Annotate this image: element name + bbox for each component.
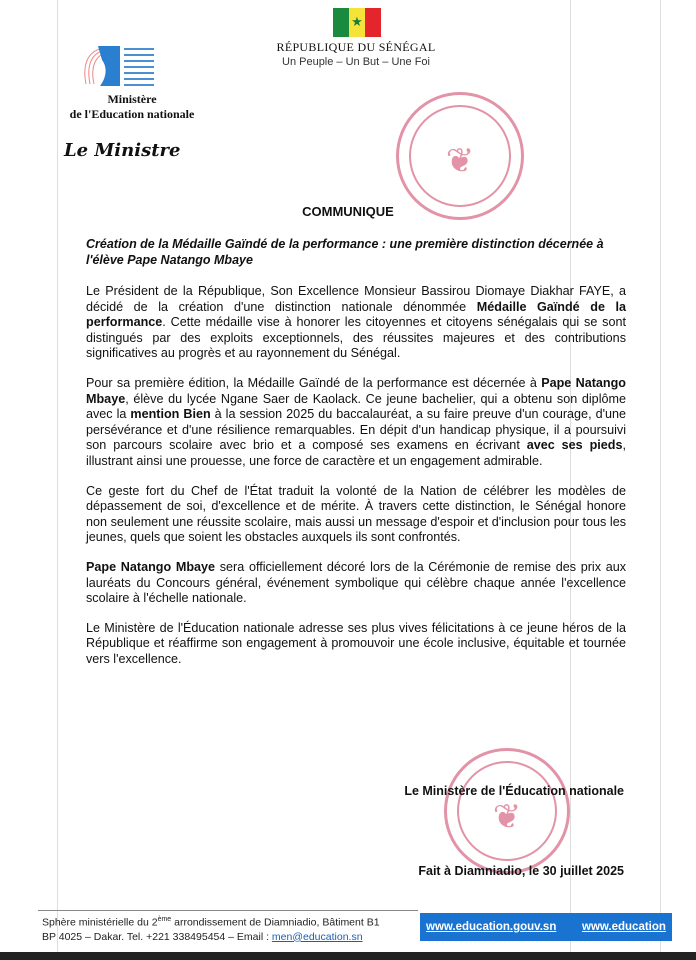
national-motto: Un Peuple – Un But – Une Foi (282, 56, 430, 68)
document-title: COMMUNIQUE (302, 204, 394, 219)
website-link[interactable]: www.education.gouv.sn (420, 913, 578, 941)
baobab-icon: ❦ (445, 142, 475, 181)
page-edge (57, 0, 58, 960)
star-icon: ★ (351, 14, 363, 29)
paragraph: Ce geste fort du Chef de l'État traduit la volonté de la Nation de célébrer les modèles de dépassement de soi, d'excellence et de mérite. À travers cette distinction, le Sénégal honore non seulement une réussite scolaire, mais aussi un message d'espoir et d'inclusion pour tous les jeunes, quels que soient les obstacles auxquels ils sont confrontés. (86, 483, 626, 545)
date-place: Fait à Diamniadio, le 30 juillet 2025 (418, 864, 624, 878)
scan-border (0, 952, 696, 960)
ministry-name (52, 92, 212, 122)
paragraph: Le Ministère de l'Éducation nationale adresse ses plus vives félicitations à ce jeune héros de la République et réaffirme son engagement à promouvoir une école inclusive, équitable et tournée vers l'excellence. (86, 620, 626, 666)
ministry-line2: de l'Education nationale (69, 107, 195, 121)
official-stamp (444, 748, 570, 874)
republic-title: RÉPUBLIQUE DU SÉNÉGAL (276, 40, 436, 54)
ministry-logo (80, 44, 158, 88)
baobab-icon: ❦ (492, 797, 522, 836)
website-link[interactable]: www.education (576, 913, 672, 941)
signature: Le Ministère de l'Éducation nationale (404, 784, 624, 798)
minister-heading: Le Ministre (64, 140, 181, 161)
footer-address: Sphère ministérielle du 2ème arrondissement de Diamniadio, Bâtiment B1 BP 4025 – Dakar. Tel. +221 338495454 – Email : men@education.sn (42, 916, 380, 943)
page-edge (660, 0, 661, 960)
paragraph: Le Président de la République, Son Excellence Monsieur Bassirou Diomaye Diakhar FAYE, a décidé de la création d'une distinction nationale dénommée Médaille Gaïndé de la performance. Cette médaille vise à honorer les citoyennes et citoyens sénégalais qui se sont distingués par des exploits exceptionnels, des réussites majeures et des contributions significatives au progrès et au rayonnement du Sénégal. (86, 284, 627, 361)
paragraph: Pour sa première édition, la Médaille Gaïndé de la performance est décernée à Pape Natango Mbaye, élève du lycée Ngane Saer de Kaolack. Ce jeune bachelier, qui a obtenu son diplôme avec la mention Bien à la session 2025 du baccalauréat, a su faire preuve d'un courage, d'une persévérance et d'une résilience remarquables. En dépit d'un handicap physique, il a poursuivi son parcours scolaire avec brio et a composé ses examens en écrivant avec ses pieds, illustrant ainsi une prouesse, une force de caractère et un engagement admirable. (86, 375, 626, 468)
email-link[interactable]: men@education.sn (271, 930, 363, 943)
document-subject: Création de la Médaille Gaïndé de la performance : une première distinction décernée à l'élève Pape Natango Mbaye (86, 237, 604, 267)
footer-divider (38, 910, 418, 911)
paragraph: Pape Natango Mbaye sera officiellement décoré lors de la Cérémonie de remise des prix aux lauréats du Concours général, événement symbolique qui célèbre chaque année l'excellence scolaire à l'échelle nationale. (86, 559, 626, 606)
ministry-line1: Ministère (107, 92, 157, 106)
senegal-flag (333, 8, 381, 37)
document-body (86, 284, 626, 681)
official-stamp (396, 92, 524, 220)
